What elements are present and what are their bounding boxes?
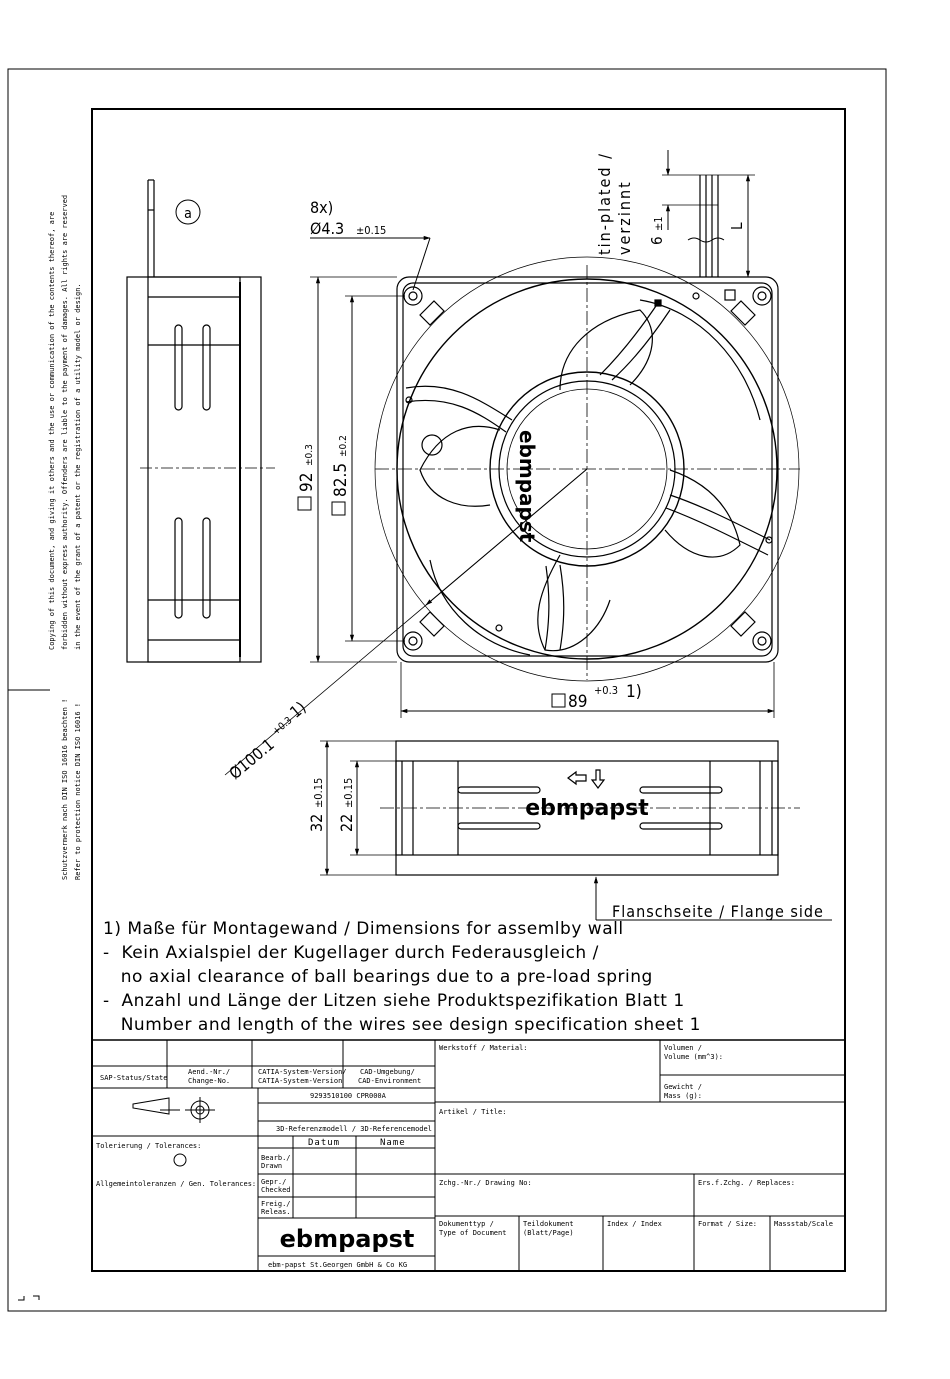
- hub-logo: ebmpapst: [515, 430, 539, 543]
- svg-text:Mass (g):: Mass (g):: [664, 1092, 702, 1100]
- svg-text:Change-No.: Change-No.: [188, 1077, 231, 1085]
- svg-text:1): 1): [286, 697, 310, 722]
- svg-text:±0.3: ±0.3: [304, 444, 315, 466]
- svg-text:Allgemeintoleranzen / Gen. Tol: Allgemeintoleranzen / Gen. Tolerances:: [96, 1180, 257, 1188]
- svg-text:1) Maße für Montagewand / Dime: 1) Maße für Montagewand / Dimensions for assemlby wall: [103, 919, 624, 939]
- svg-text:Index / Index: Index / Index: [607, 1220, 662, 1228]
- svg-text:9293510100 CPR000A: 9293510100 CPR000A: [310, 1092, 386, 1100]
- svg-text:82.5: 82.5: [331, 462, 351, 497]
- svg-text:- Anzahl und Länge der Litzen: - Anzahl und Länge der Litzen siehe Produktspezifikation Blatt 1: [103, 991, 685, 1011]
- hole-diameter: Ø4.3: [310, 219, 345, 238]
- svg-text:Drawn: Drawn: [261, 1162, 283, 1170]
- hole-count: 8x): [310, 198, 334, 217]
- svg-text:Teildokument: Teildokument: [523, 1220, 574, 1228]
- hole-tolerance: ±0.15: [356, 224, 387, 237]
- svg-text:(Blatt/Page): (Blatt/Page): [523, 1229, 574, 1237]
- svg-text:1): 1): [626, 682, 642, 702]
- svg-text:±1: ±1: [652, 216, 665, 231]
- height-dim: [307, 778, 326, 832]
- outer-square-dim: [297, 444, 317, 510]
- title-block-text: [96, 1044, 833, 1269]
- hole-pitch-dim: [331, 435, 351, 515]
- flange-side-label: Flanschseite / Flange side: [612, 902, 824, 921]
- svg-text:in the event of the grant of a: in the event of the grant of a patent or the registration of a utility model or design.: [74, 283, 82, 650]
- svg-text:Artikel / Title:: Artikel / Title:: [439, 1108, 507, 1116]
- svg-text:32: 32: [307, 813, 326, 832]
- svg-text:Volumen /: Volumen /: [664, 1044, 702, 1052]
- svg-text:Releas.: Releas.: [261, 1208, 291, 1216]
- center-lines: [375, 265, 800, 680]
- svg-text:Refer to protection notice DIN: Refer to protection notice DIN ISO 16016 !: [74, 702, 82, 880]
- svg-text:±0.2: ±0.2: [338, 435, 349, 457]
- svg-text:SAP-Status/State: SAP-Status/State: [100, 1074, 168, 1082]
- svg-text:Schutzvermerk nach DIN ISO 160: Schutzvermerk nach DIN ISO 16016 beachten !: [61, 698, 69, 880]
- svg-text:Checked: Checked: [261, 1186, 291, 1194]
- diameter-dim: [220, 698, 315, 783]
- notes: [103, 919, 701, 1035]
- side-view: [127, 180, 275, 662]
- svg-text:6: 6: [648, 236, 666, 245]
- flange-width-dim: [552, 682, 642, 712]
- svg-text:Dokumenttyp /: Dokumenttyp /: [439, 1220, 494, 1228]
- tin-plated-label: [595, 152, 634, 255]
- svg-text:Ers.f.Zchg. / Replaces:: Ers.f.Zchg. / Replaces:: [698, 1179, 795, 1187]
- svg-text:89: 89: [568, 692, 588, 712]
- inner-height-dim: [337, 778, 356, 832]
- svg-text:Name: Name: [380, 1138, 406, 1148]
- svg-text:Werkstoff / Material:: Werkstoff / Material:: [439, 1044, 528, 1052]
- svg-text:Gepr./: Gepr./: [261, 1178, 287, 1186]
- svg-text:Freig./: Freig./: [261, 1200, 291, 1208]
- sheet-border: [8, 69, 886, 1311]
- svg-text:92: 92: [297, 472, 317, 492]
- detail-a-label: a: [184, 206, 192, 222]
- svg-text:CATIA-System-Version: CATIA-System-Version: [258, 1077, 343, 1085]
- svg-text:22: 22: [337, 813, 356, 832]
- svg-text:Type of Document: Type of Document: [439, 1229, 507, 1237]
- svg-text:Gewicht /: Gewicht /: [664, 1083, 702, 1091]
- wire-strip-dim: [648, 216, 666, 245]
- svg-text:Bearb./: Bearb./: [261, 1154, 291, 1162]
- svg-text:+0.3: +0.3: [594, 684, 619, 697]
- svg-text:CATIA-System-Version/: CATIA-System-Version/: [258, 1068, 347, 1076]
- protection-notice: [61, 699, 82, 880]
- svg-text:Number and length of the wires: Number and length of the wires see design specification sheet 1: [103, 1015, 701, 1035]
- svg-text:Datum: Datum: [308, 1138, 341, 1148]
- svg-text:Aend.-Nr./: Aend.-Nr./: [188, 1068, 231, 1076]
- copyright-notice: [48, 195, 82, 650]
- title-block-logo: ebmpapst: [279, 1225, 415, 1253]
- svg-text:Tolerierung / Tolerances:: Tolerierung / Tolerances:: [96, 1142, 202, 1150]
- svg-text:Ø100.1: Ø100.1: [225, 734, 278, 784]
- svg-text:+0.3: +0.3: [270, 715, 295, 738]
- svg-text:verzinnt: verzinnt: [615, 180, 634, 255]
- svg-text:Format / Size:: Format / Size:: [698, 1220, 758, 1228]
- svg-text:Volume (mm^3):: Volume (mm^3):: [664, 1053, 724, 1061]
- svg-text:Zchg.-Nr./ Drawing No:: Zchg.-Nr./ Drawing No:: [439, 1179, 532, 1187]
- svg-text:no axial clearance of ball bea: no axial clearance of ball bearings due to a pre-load spring: [103, 967, 653, 987]
- svg-text:CAD-Umgebung/: CAD-Umgebung/: [360, 1068, 415, 1076]
- svg-text:Copying of this document, and: Copying of this document, and giving it others and the use or communication of the contents thereof, are: [48, 211, 56, 650]
- svg-text:CAD-Environment: CAD-Environment: [358, 1077, 422, 1085]
- svg-text:- Kein Axialspiel der Kugella: - Kein Axialspiel der Kugellager durch Federausgleich /: [103, 943, 599, 963]
- svg-text:ebm-papst St.Georgen GmbH & Co: ebm-papst St.Georgen GmbH & Co KG: [268, 1261, 408, 1269]
- svg-text:forbidden without express auth: forbidden without express authority. Offenders are liable to the payment of damages. All rights are reserved: [61, 194, 69, 650]
- svg-text:Massstab/Scale: Massstab/Scale: [774, 1220, 834, 1228]
- wire-length: L: [728, 222, 746, 230]
- svg-text:tin-plated /: tin-plated /: [595, 152, 614, 255]
- side-logo: ebmpapst: [525, 796, 649, 821]
- svg-text:3D-Referenzmodell / 3D-Referen: 3D-Referenzmodell / 3D-Referencemodel: [276, 1125, 432, 1133]
- svg-text:±0.15: ±0.15: [342, 777, 355, 808]
- svg-text:±0.15: ±0.15: [312, 777, 325, 808]
